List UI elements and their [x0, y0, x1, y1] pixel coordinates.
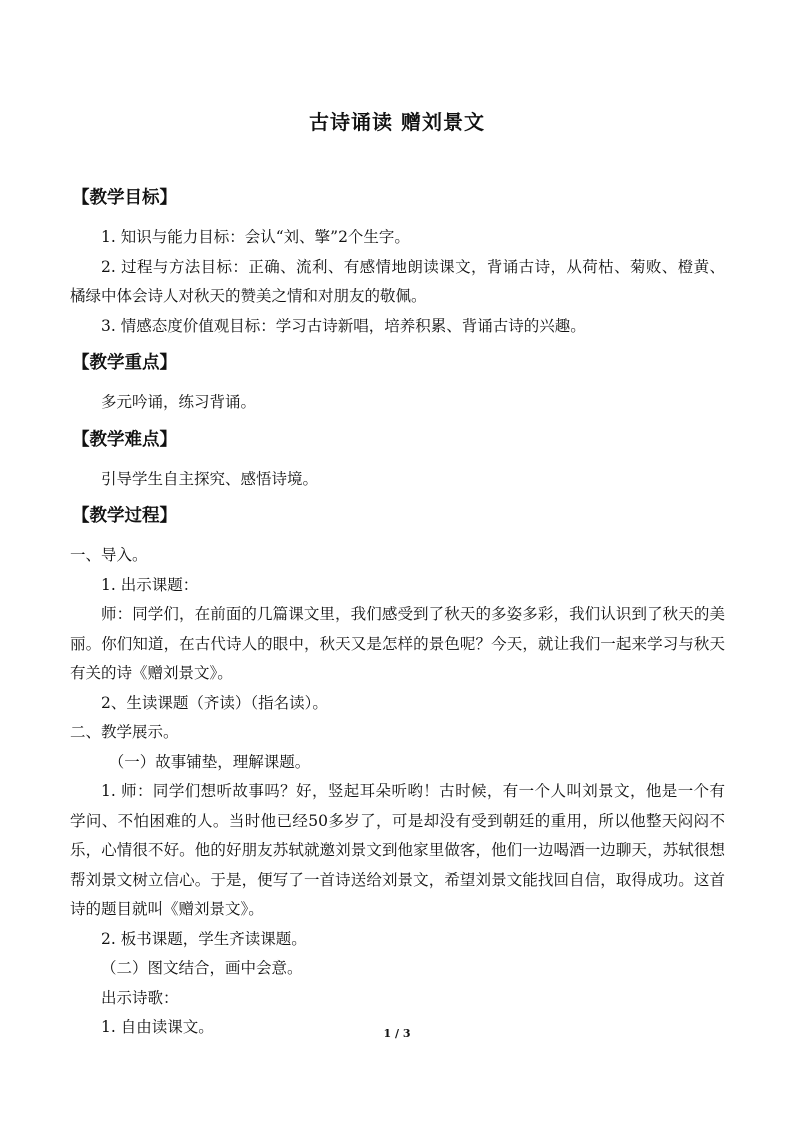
process-line: 1. 出示课题： [101, 575, 199, 594]
section-heading-difficulties: 【教学难点】 [72, 429, 177, 450]
process-paragraph: 师：同学们，在前面的几篇课文里，我们感受到了秋天的多姿多彩，我们认识到了秋天的美丽。你们知道，在古代诗人的眼中，秋天又是怎样的景色呢？今天，就让我们一起来学习与秋天有关的诗《赠刘景文》。 [70, 605, 725, 682]
section-heading-process: 【教学过程】 [72, 506, 177, 526]
process-paragraph: 1. 师：同学们想听故事吗？好，竖起耳朵听哟！古时候，有一个人叫刘景文，他是一个有学问、不怕困难的人。当时他已经50多岁了，可是却没有受到朝廷的重用，所以他整天闷闷不乐，心情很不好。他的好朋友苏轼就邀刘景文到他家里做客，他们一边喝酒一边聊天，苏轼很想帮刘景文树立信心。于是，便写了一首诗送给刘景文，希望刘景文能找回自信，取得成功。这首诗的题目就叫《赠刘景文》。 [70, 782, 725, 918]
process-line: 2、生读课题（齐读）（指名读）。 [101, 693, 328, 712]
page-number: 1 / 3 [383, 1027, 411, 1040]
process-line: 1. 自由读课文。 [101, 1018, 214, 1036]
process-step-intro: 一、导入。 [70, 546, 148, 564]
process-step-show: 二、教学展示。 [70, 723, 179, 741]
difficulties-text: 引导学生自主探究、感悟诗境。 [101, 469, 319, 488]
document-title: 古诗诵读 赠刘景文 [309, 110, 485, 134]
process-subheading: （一）故事铺垫，理解课题。 [108, 752, 311, 771]
process-line: 2. 板书课题，学生齐读课题。 [101, 929, 307, 948]
key-points-text: 多元吟诵，练习背诵。 [101, 393, 257, 411]
section-heading-goals: 【教学目标】 [72, 188, 177, 208]
goal-item-2: 2. 过程与方法目标：正确、流利、有感情地朗读课文，背诵古诗，从荷枯、菊败、橙黄、橘绿中体会诗人对秋天的赞美之情和对朋友的敬佩。 [70, 257, 725, 305]
section-heading-key-points: 【教学重点】 [72, 353, 177, 373]
process-line: 出示诗歌： [101, 988, 179, 1007]
goal-item-3: 3. 情感态度价值观目标：学习古诗新唱，培养积累、背诵古诗的兴趣。 [101, 316, 586, 335]
document-body [70, 176, 725, 1043]
process-subheading: （二）图文结合，画中会意。 [101, 959, 303, 977]
goal-item-1: 1. 知识与能力目标：会认“刘、擎”2个生字。 [101, 228, 410, 246]
